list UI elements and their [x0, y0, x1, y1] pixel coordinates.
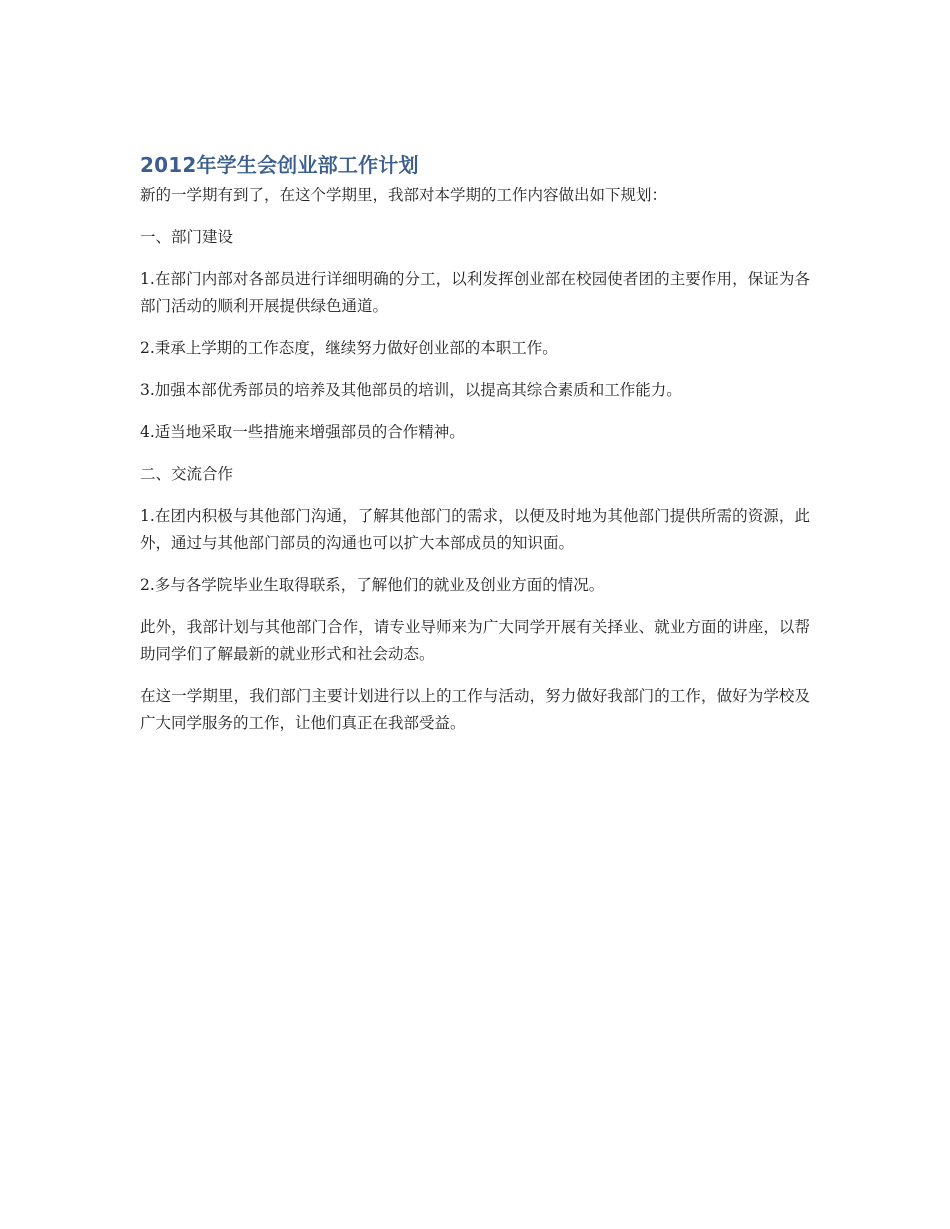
list-item: 3.加强本部优秀部员的培养及其他部员的培训，以提高其综合素质和工作能力。: [140, 381, 682, 399]
list-item: 1.在团内积极与其他部门沟通，了解其他部门的需求，以便及时地为其他部门提供所需的资源，此外，通过与其他部门部员的沟通也可以扩大本部成员的知识面。: [140, 507, 810, 552]
list-item: 4.适当地采取一些措施来增强部员的合作精神。: [140, 423, 465, 441]
intro-paragraph: 新的一学期有到了，在这个学期里，我部对本学期的工作内容做出如下规划：: [140, 186, 668, 204]
list-item: 2.多与各学院毕业生取得联系，了解他们的就业及创业方面的情况。: [140, 576, 605, 594]
list-item: 2.秉承上学期的工作态度，继续努力做好创业部的本职工作。: [140, 339, 558, 357]
closing-paragraph: 在这一学期里，我们部门主要计划进行以上的工作与活动，努力做好我部门的工作，做好为学校及广大同学服务的工作，让他们真正在我部受益。: [140, 687, 810, 732]
list-item: 1.在部门内部对各部员进行详细明确的分工，以利发挥创业部在校园使者团的主要作用，保证为各部门活动的顺利开展提供绿色通道。: [140, 270, 810, 315]
document-body: [140, 149, 810, 752]
document-title: 2012年学生会创业部工作计划: [140, 153, 419, 177]
body-paragraph: 此外，我部计划与其他部门合作，请专业导师来为广大同学开展有关择业、就业方面的讲座，以帮助同学们了解最新的就业形式和社会动态。: [140, 618, 810, 663]
section-heading-communication-cooperation: 二、交流合作: [140, 465, 234, 483]
section-heading-department-building: 一、部门建设: [140, 228, 234, 246]
